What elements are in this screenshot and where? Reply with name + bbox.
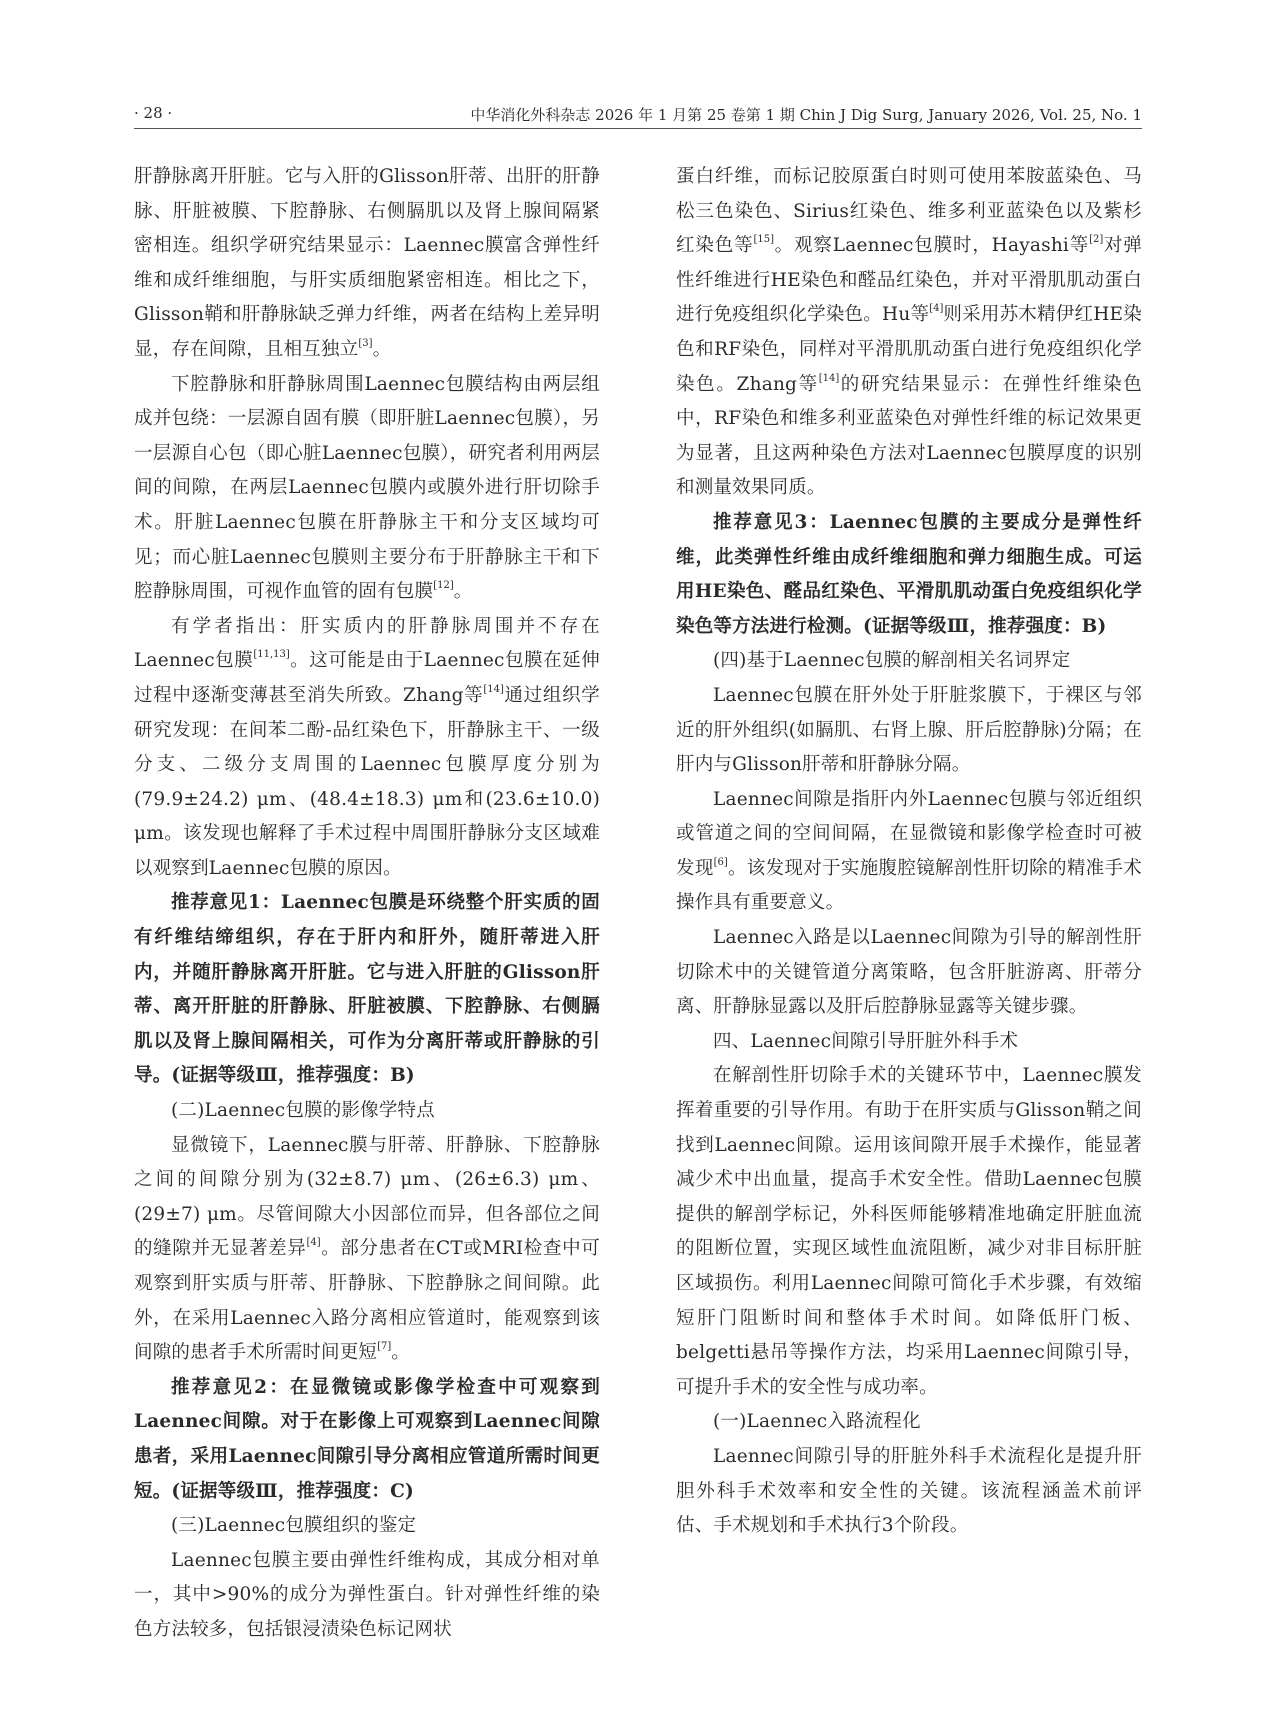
citation-ref[interactable]: [14]: [483, 683, 504, 695]
paragraph: 有学者指出：肝实质内的肝静脉周围并不存在Laennec包膜[11,13]。这可能是由于Laennec包膜在延伸过程中逐渐变薄甚至消失所致。Zhang等[14]通过组织学研究发现：在间苯二酚-品红染色下，肝静脉主干、一级分支、二级分支周围的Laennec包膜厚度分别为(79.9±24.2) μm、(48.4±18.3) μm和(23.6±10.0) μm。该发现也解释了手术过程中周围肝静脉分支区域难以观察到Laennec包膜的原因。: [134, 615, 601, 879]
section-heading: (一)Laennec入路流程化: [713, 1411, 921, 1433]
section-heading: (三)Laennec包膜组织的鉴定: [171, 1515, 417, 1537]
running-header: [134, 104, 1142, 129]
paragraph: 下腔静脉和肝静脉周围Laennec包膜结构由两层组成并包绕：一层源自固有膜（即肝脏Laennec包膜），另一层源自心包（即心脏Laennec包膜），研究者利用两层间的间隙，在两层Laennec包膜内或膜外进行肝切除手术。肝脏Laennec包膜在肝静脉主干和分支区域均可见；而心脏Laennec包膜则主要分布于肝静脉主干和下腔静脉周围，可视作血管的固有包膜[12]。: [134, 373, 600, 603]
paragraph: Laennec间隙引导的肝脏外科手术流程化是提升肝胆外科手术效率和安全性的关键。该流程涵盖术前评估、手术规划和手术执行3个阶段。: [676, 1445, 1142, 1537]
paragraph: Laennec包膜在肝外处于肝脏浆膜下，于裸区与邻近的肝外组织(如膈肌、右肾上腺、肝后腔静脉)分隔；在肝内与Glisson肝蒂和肝静脉分隔。: [676, 684, 1142, 776]
paragraph: Laennec入路是以Laennec间隙为引导的解剖性肝切除术中的关键管道分离策略，包含肝脏游离、肝蒂分离、肝静脉显露以及肝后腔静脉显露等关键步骤。: [676, 927, 1142, 1018]
citation-ref[interactable]: [7]: [377, 1341, 392, 1353]
section-heading: (四)基于Laennec包膜的解剖相关名词界定: [713, 650, 1071, 672]
page-number: · 28 ·: [134, 104, 173, 122]
section-heading: (二)Laennec包膜的影像学特点: [171, 1100, 435, 1122]
citation-ref[interactable]: [14]: [818, 372, 840, 384]
recommendation-3: 推荐意见3：Laennec包膜的主要成分是弹性纤维，此类弹性纤维由成纤维细胞和弹力细胞生成。可运用HE染色、醛品红染色、平滑肌肌动蛋白免疫组织化学染色等方法进行检测。(证据等级Ⅲ，推荐强度：B): [676, 511, 1142, 637]
paragraph: Laennec包膜主要由弹性纤维构成，其成分相对单一，其中>90%的成分为弹性蛋白。针对弹性纤维的染色方法较多，包括银浸渍染色标记网状: [134, 1549, 600, 1640]
citation-ref[interactable]: [2]: [1089, 234, 1104, 246]
paragraph: 在解剖性肝切除手术的关键环节中，Laennec膜发挥着重要的引导作用。有助于在肝实质与Glisson鞘之间找到Laennec间隙。运用该间隙开展手术操作，能显著减少术中出血量，提高手术安全性。借助Laennec包膜提供的解剖学标记，外科医师能够精准地确定肝脏血流的阻断位置，实现区域性血流阻断，减少对非目标肝脏区域损伤。利用Laennec间隙可简化手术步骤，有效缩短肝门阻断时间和整体手术时间。如降低肝门板、belgetti悬吊等操作方法，均采用Laennec间隙引导，可提升手术的安全性与成功率。: [676, 1065, 1142, 1398]
recommendation-1: 推荐意见1：Laennec包膜是环绕整个肝实质的固有纤维结缔组织，存在于肝内和肝外，随肝蒂进入肝内，并随肝静脉离开肝脏。它与进入肝脏的Glisson肝蒂、离开肝脏的肝静脉、肝脏被膜、下腔静脉、右侧膈肌以及肾上腺间隔相关，可作为分离肝蒂或肝静脉的引导。(证据等级Ⅲ，推荐强度：B): [134, 892, 600, 1087]
citation-ref[interactable]: [11,13]: [253, 649, 290, 661]
citation-ref[interactable]: [12]: [433, 580, 454, 592]
recommendation-2: 推荐意见2：在显微镜或影像学检查中可观察到Laennec间隙。对于在影像上可观察到Laennec间隙患者，采用Laennec间隙引导分离相应管道所需时间更短。(证据等级Ⅲ，推荐强度：C): [134, 1376, 600, 1502]
journal-citation: 中华消化外科杂志 2026 年 1 月第 25 卷第 1 期 Chin J Dig Surg, January 2026, Vol. 25, No. 1: [470, 106, 1142, 124]
right-column: [676, 160, 1142, 1544]
citation-ref[interactable]: [15]: [753, 234, 774, 246]
paragraph: 显微镜下，Laennec膜与肝蒂、肝静脉、下腔静脉之间的间隙分别为(32±8.7) μm、(26±6.3) μm、(29±7) μm。尽管间隙大小因部位而异，但各部位之间的缝隙并无显著差异[4]。部分患者在CT或MRI检查中可观察到肝实质与肝蒂、肝静脉、下腔静脉之间间隙。此外，在采用Laennec入路分离相应管道时，能观察到该间隙的患者手术所需时间更短[7]。: [134, 1134, 600, 1364]
paragraph: Laennec间隙是指肝内外Laennec包膜与邻近组织或管道之间的空间间隔，在显微镜和影像学检查时可被发现[6]。该发现对于实施腹腔镜解剖性肝切除的精准手术操作具有重要意义。: [676, 788, 1142, 914]
citation-ref[interactable]: [4]: [306, 1237, 321, 1249]
citation-ref[interactable]: [4]: [929, 303, 944, 315]
paragraph: 肝静脉离开肝脏。它与入肝的Glisson肝蒂、出肝的肝静脉、肝脏被膜、下腔静脉、右侧膈肌以及肾上腺间隔紧密相连。组织学研究结果显示：Laennec膜富含弹性纤维和成纤维细胞，与肝实质细胞紧密相连。相比之下，Glisson鞘和肝静脉缺乏弹力纤维，两者在结构上差异明显，存在间隙，且相互独立[3]。: [134, 166, 600, 360]
citation-ref[interactable]: [3]: [358, 337, 373, 349]
citation-ref[interactable]: [6]: [713, 856, 728, 868]
paragraph: 蛋白纤维，而标记胶原蛋白时则可使用苯胺蓝染色、马松三色染色、Sirius红染色、维多利亚蓝染色以及紫杉红染色等[15]。观察Laennec包膜时，Hayashi等[2]对弹性纤维进行HE染色和醛品红染色，并对平滑肌肌动蛋白进行免疫组织化学染色。Hu等[4]则采用苏木精伊红HE染色和RF染色，同样对平滑肌肌动蛋白进行免疫组织化学染色。Zhang等[14]的研究结果显示：在弹性纤维染色中，RF染色和维多利亚蓝染色对弹性纤维的标记效果更为显著，且这两种染色方法对Laennec包膜厚度的识别和测量效果同质。: [676, 166, 1142, 499]
section-heading: 四、Laennec间隙引导肝脏外科手术: [713, 1030, 1019, 1052]
left-column: [134, 160, 600, 1648]
